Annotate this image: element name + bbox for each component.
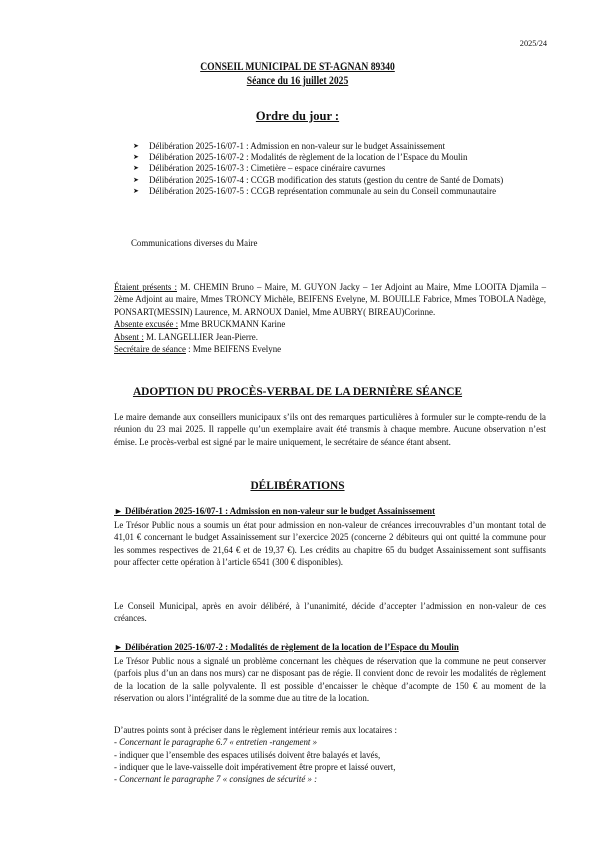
absent-names: M. LANGELLIER Jean-Pierre. bbox=[143, 331, 258, 342]
list-item: - Concernant le paragraphe 6.7 « entretien -rangement » bbox=[114, 737, 318, 748]
absent-label: Absent : bbox=[114, 331, 144, 342]
deliberations-heading: DÉLIBÉRATIONS bbox=[250, 480, 345, 492]
agenda-item: ➤ Délibération 2025-16/07-5 : CCGB représentation communale au sein du Conseil communautaire bbox=[133, 185, 497, 196]
agenda-item: ➤ Délibération 2025-16/07-1 : Admission en non-valeur sur le budget Assainissement bbox=[133, 141, 446, 151]
arrow-bullet-icon: ➤ bbox=[133, 164, 139, 173]
arrow-bullet-icon: ➤ bbox=[133, 153, 139, 162]
deliberation-1-heading: ► Délibération 2025-16/07-1 : Admission en non-valeur sur le budget Assainissement bbox=[114, 506, 436, 516]
agenda-heading: Ordre du jour : bbox=[255, 109, 340, 123]
deliberation-2-text: Le Trésor Public nous a signalé un problème concernant les chèques de réservation que la commune ne peut conserver (parfois plus d’un an dans nos murs) car ne disposant pas de régie. Il convient donc de revoir les modalités de règlement de la location de la salle polyvalente. Il est possible d’encaisser le chèque d’acompte de 150 € au moment de la réservation ou alors l’intégralité de la somme due au titre de la location. bbox=[114, 656, 546, 703]
document-reference: 2025/24 bbox=[519, 39, 547, 48]
secretary-name: : Mme BEIFENS Evelyne bbox=[185, 344, 282, 355]
deliberation-1-decision: Le Conseil Municipal, après en avoir délibéré, à l’unanimité, décide d’accepter l’admission en non-valeur de ces créances. bbox=[114, 601, 546, 624]
excused-names: Mme BRUCKMANN Karine bbox=[178, 319, 286, 330]
arrow-bullet-icon: ➤ bbox=[133, 186, 139, 195]
attendance-block bbox=[114, 281, 546, 355]
agenda-item: ➤ Délibération 2025-16/07-2 : Modalités de règlement de la location de l’Espace du Moulin bbox=[133, 152, 468, 163]
council-title: CONSEIL MUNICIPAL DE ST-AGNAN 89340 bbox=[200, 61, 395, 73]
deliberation-2-heading: ► Délibération 2025-16/07-2 : Modalités de règlement de la location de l’Espace du Moulin bbox=[114, 642, 459, 652]
arrow-bullet-icon: ➤ bbox=[133, 175, 139, 184]
list-item: - Concernant le paragraphe 7 « consignes de sécurité » : bbox=[114, 774, 318, 785]
adoption-text: Le maire demande aux conseillers municipaux s’ils ont des remarques particulières à formuler sur le compte-rendu de la réunion du 23 mai 2025. Il rappelle qu’un exemplaire avait été transmis à chaque membre. Aucune observation n’est émise. Le procès-verbal est signé par le maire uniquement, le secrétaire de séance étant absent. bbox=[114, 412, 546, 447]
present-label: Étaient présents : bbox=[114, 282, 178, 292]
arrow-bullet-icon: ➤ bbox=[133, 142, 139, 150]
adoption-heading: ADOPTION DU PROCÈS-VERBAL DE LA DERNIÈRE SÉANCE bbox=[132, 386, 463, 398]
agenda-list bbox=[133, 141, 528, 197]
communications-line: Communications diverses du Maire bbox=[131, 238, 258, 248]
points-intro: D’autres points sont à préciser dans le règlement intérieur remis aux locataires : bbox=[114, 725, 397, 735]
list-item: - indiquer que l’ensemble des espaces utilisés doivent être balayés et lavés, bbox=[114, 749, 381, 760]
deliberation-1-text: Le Trésor Public nous a soumis un état pour admission en non-valeur de créances irrecouvrables d’un montant total de 41,01 € concernant le budget Assainissement sur l’exercice 2025 (concerne 2 débiteurs qui ont quitté la commune pour les sommes respectives de 21,64 € et de 19,37 €). Les crédits au chapitre 65 du budget Assainissement sont suffisants pour affecter cette opération à l’article 6541 (300 € disponibles). bbox=[114, 520, 546, 567]
list-item: - indiquer que le lave-vaisselle doit impérativement être propre et laissé ouvert, bbox=[114, 761, 396, 772]
present-names: M. CHEMIN Bruno – Maire, M. GUYON Jacky – 1er Adjoint au Maire, Mme LOOITA Djamila – 2ème Adjoint au maire, Mmes TRONCY Michèle, BEIFENS Evelyne, M. BOUILLE Fabrice, Mmes TOBOLA Nadège, PONSART(MESSIN) Laurence, M. ARNOUX Daniel, Mme AUBRY( BIREAU)Corinne. bbox=[114, 282, 547, 317]
session-date: Séance du 16 juillet 2025 bbox=[246, 75, 349, 87]
excused-label: Absente excusée : bbox=[114, 319, 179, 330]
deliberation-2-points bbox=[114, 724, 546, 785]
agenda-item: ➤ Délibération 2025-16/07-3 : Cimetière – espace cinéraire cavurnes bbox=[133, 163, 386, 174]
agenda-item: ➤ Délibération 2025-16/07-4 : CCGB modification des statuts (gestion du centre de Santé de Domats) bbox=[133, 174, 504, 185]
secretary-label: Secrétaire de séance bbox=[114, 344, 186, 355]
